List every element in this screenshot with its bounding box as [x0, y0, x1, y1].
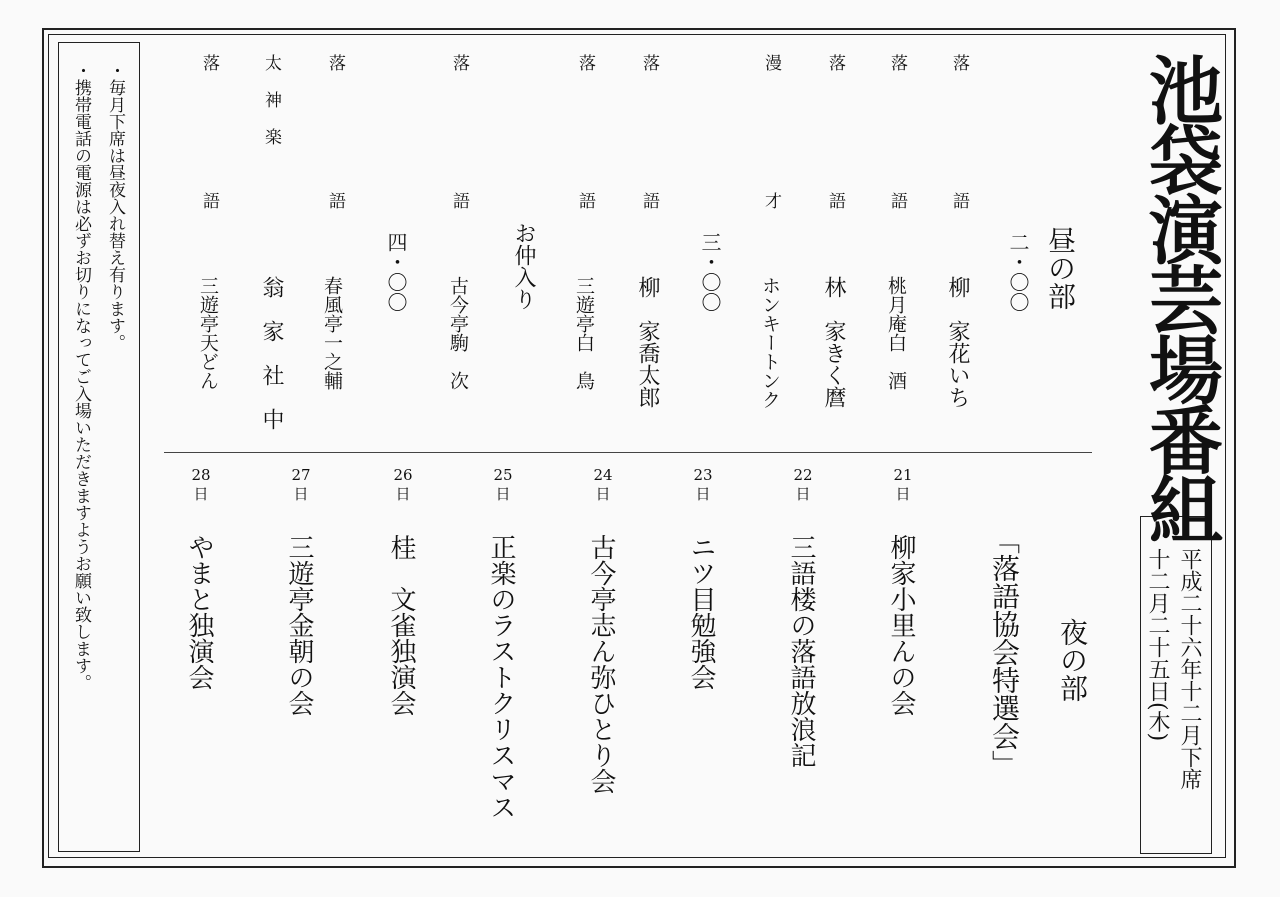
night-day-26: 26日 [393, 466, 413, 503]
night-special-event: 「落語協会特選会」 [988, 526, 1021, 778]
date-line-day: 十二月二十五日(木) [1145, 548, 1170, 742]
inner-frame [48, 34, 1226, 858]
category-2: 落 語 [887, 54, 907, 261]
category-9: 太神楽 [261, 54, 281, 165]
date-line-month: 平成二十六年十二月下席 [1177, 548, 1202, 790]
time-3pm: 三・〇〇 [698, 232, 722, 312]
night-day-21: 21日 [893, 466, 913, 503]
category-7: 落 語 [449, 54, 469, 261]
night-event-27: 三遊亭金朝の会 [284, 534, 314, 716]
note-1: ・毎月下席は昼夜入れ替え有ります。 [105, 62, 125, 351]
category-10: 落 語 [199, 54, 219, 261]
category-6: 落 語 [575, 54, 595, 261]
section-divider [164, 452, 1092, 453]
night-day-24: 24日 [593, 466, 613, 503]
time-2pm: 二・〇〇 [1006, 232, 1030, 312]
night-event-28: やまと独演会 [184, 534, 214, 690]
performer-7: 古今亭駒 次 [447, 276, 469, 390]
night-day-23: 23日 [693, 466, 713, 503]
performer-1: 柳 家花いち [945, 276, 970, 408]
night-event-22: 三語楼の落語放浪記 [786, 534, 816, 768]
day-section-label: 昼の部 [1044, 226, 1077, 310]
category-1: 落 語 [949, 54, 969, 261]
night-section-label: 夜の部 [1056, 618, 1089, 702]
night-day-22: 22日 [793, 466, 813, 503]
performer-2: 桃月庵白 酒 [885, 276, 907, 390]
performer-5: 柳 家喬太郎 [635, 276, 660, 408]
performer-4: ホンキートンク [759, 276, 781, 409]
performer-8: 春風亭一之輔 [321, 276, 343, 390]
category-5: 落 語 [639, 54, 659, 261]
performer-3: 林 家きく麿 [821, 276, 846, 408]
night-day-25: 25日 [493, 466, 513, 503]
note-2: ・携帯電話の電源は必ずお切りになってご入場いただきますようお願い致します。 [71, 62, 91, 691]
night-day-27: 27日 [291, 466, 311, 503]
night-event-23: ニツ目勉強会 [686, 534, 716, 690]
performer-10: 三遊亭天どん [197, 276, 219, 390]
category-3: 落 語 [825, 54, 845, 261]
time-4pm: 四・〇〇 [384, 232, 408, 312]
night-day-28: 28日 [191, 466, 211, 503]
intermission: お仲入り [511, 222, 536, 310]
category-4: 漫 才 [761, 54, 781, 261]
night-event-26: 桂 文雀独演会 [386, 534, 416, 716]
performer-9: 翁 家 社 中 [259, 276, 284, 430]
performer-6: 三遊亭白 鳥 [573, 276, 595, 390]
night-event-21: 柳家小里んの会 [886, 534, 916, 716]
night-event-24: 古今亭志ん弥ひとり会 [586, 534, 616, 794]
page-title: 池袋演芸場番組 [1137, 52, 1223, 542]
night-event-25: 正楽のラストクリスマス [486, 534, 516, 820]
category-8: 落 語 [325, 54, 345, 261]
